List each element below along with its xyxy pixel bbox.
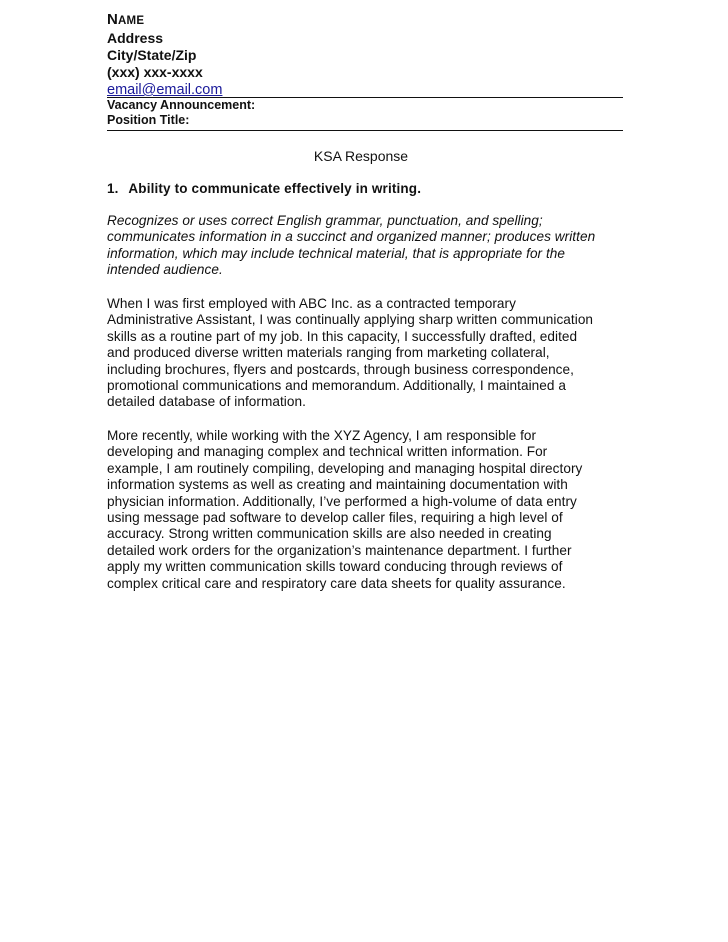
- applicant-name: [107, 11, 627, 30]
- city-state-zip-line: City/State/Zip: [107, 47, 197, 63]
- name-rest: AME: [118, 15, 145, 27]
- document-title: [0, 148, 728, 165]
- email-link[interactable]: email@email.com: [107, 82, 223, 98]
- bottom-divider: [107, 130, 623, 131]
- vacancy-announcement-label: Vacancy Announcement:: [107, 98, 256, 112]
- response-paragraph-2: More recently, while working with the XYZ Agency, I am responsible for developing and managing complex and technical written information. For example, I am routinely compiling, developing and managing hospital directory information systems as well as creating and maintaining documentation with physician information. Additionally, I’ve performed a high-volume of data entry using message pad software to develop caller files, requiring a high level of accuracy. Strong written communication skills are also needed in creating detailed work orders for the organization’s maintenance department. I further apply my written communication skills toward conducing through reviews of complex critical care and respiratory care data sheets for quality assurance.: [107, 428, 583, 591]
- phone-line: (xxx) xxx-xxxx: [107, 64, 203, 80]
- ksa-question: [107, 181, 421, 197]
- response-paragraph-1: When I was first employed with ABC Inc. as a contracted temporary Administrative Assistant, I was continually applying sharp written communication skills as a routine part of my job. In this capacity, I successfully drafted, edited and produced diverse written materials ranging from marketing collateral, including brochures, flyers and postcards, through business correspondence, promotional communications and memorandum. Additionally, I maintained a detailed database of information.: [107, 296, 594, 410]
- address-line: Address: [107, 30, 164, 46]
- question-number: 1.: [107, 181, 119, 196]
- name-initial: N: [107, 11, 119, 28]
- question-text: Ability to communicate effectively in writing.: [128, 181, 422, 196]
- contact-header: [107, 11, 627, 99]
- document-title-text: KSA Response: [313, 148, 409, 164]
- position-title-label: Position Title:: [107, 113, 190, 127]
- vacancy-block: [107, 98, 255, 128]
- criteria-description: Recognizes or uses correct English grammar, punctuation, and spelling; communicates information in a succinct and organized manner; produces written information, which may include technical material, that is appropriate for the intended audience.: [107, 213, 596, 278]
